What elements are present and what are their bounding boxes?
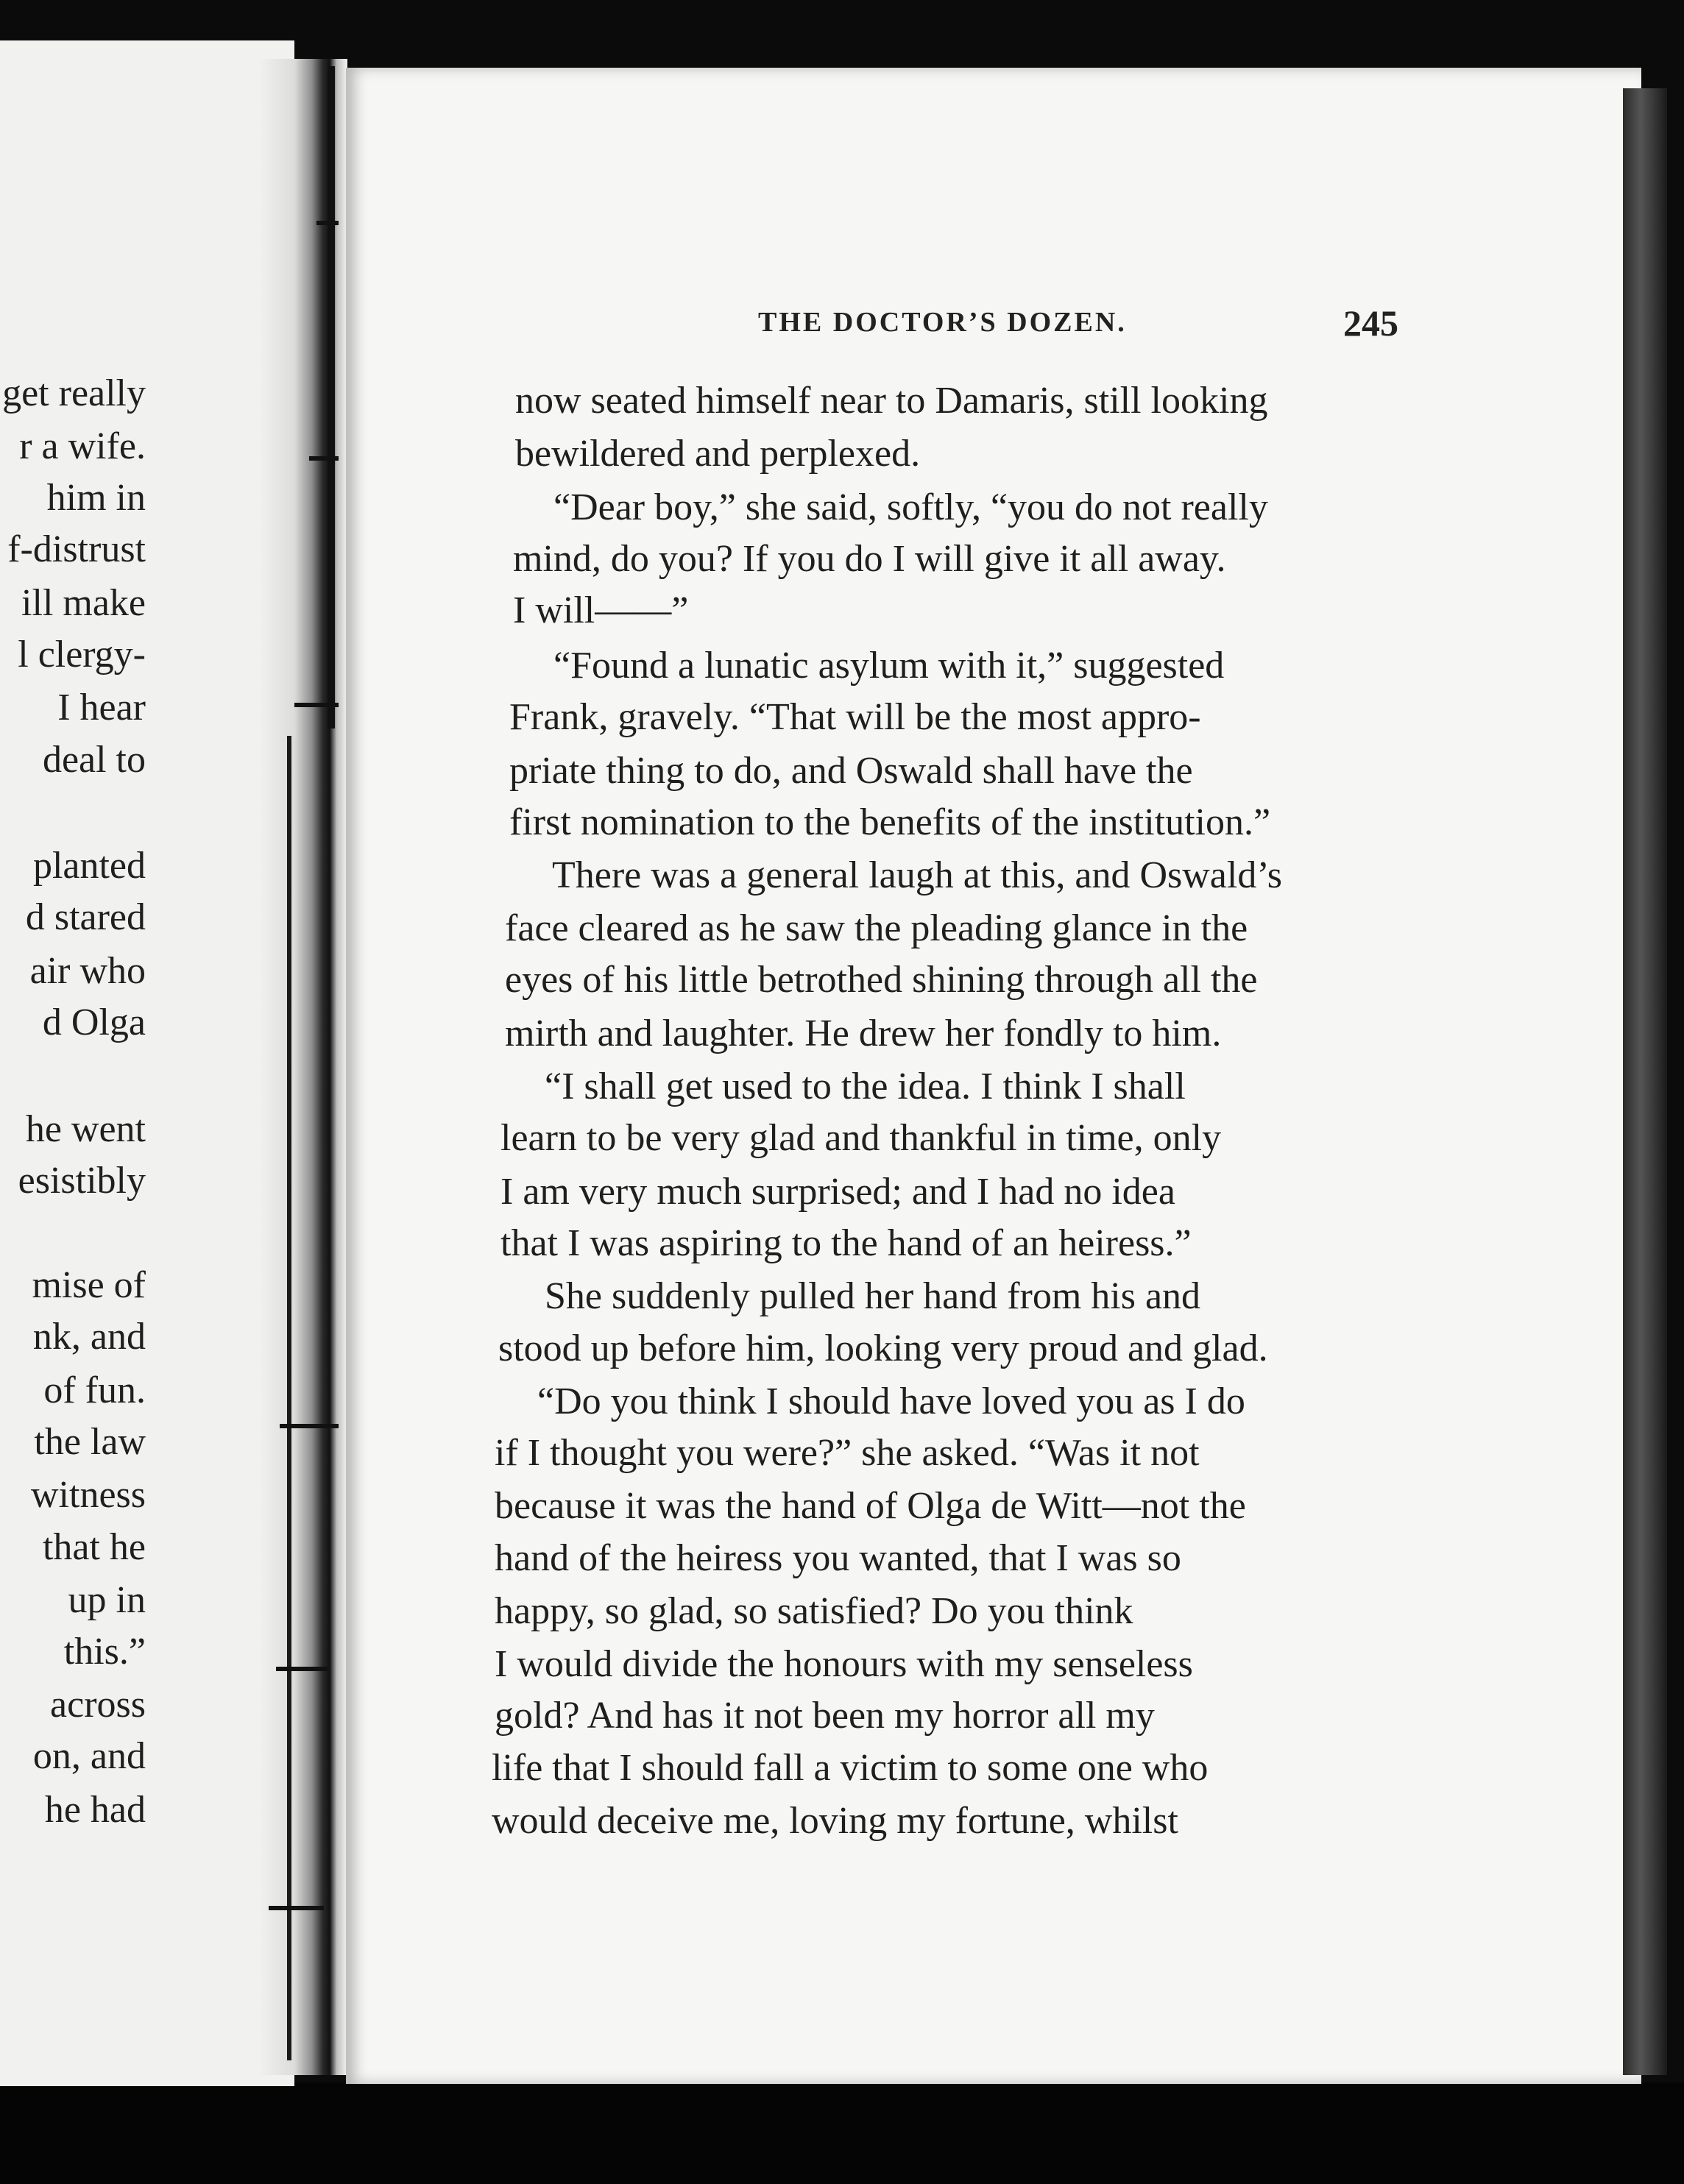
text-line: Frank, gravely. “That will be the most appro- [509,696,1201,738]
left-line: get really [2,372,146,414]
binding-stitch [316,221,339,225]
left-line: d Olga [42,1001,146,1043]
text-line: eyes of his little betrothed shining through all the [505,959,1258,1001]
page-edge [1623,88,1667,2075]
text-line: mind, do you? If you do I will give it all away. [513,538,1226,580]
text-line: stood up before him, looking very proud and glad. [498,1327,1268,1369]
text-line: happy, so glad, so satisfied? Do you think [495,1590,1133,1632]
binding-stitch [309,456,339,461]
page-number: 245 [1343,302,1398,344]
left-line: d stared [25,896,146,938]
text-line: learn to be very glad and thankful in time, only [500,1117,1222,1159]
left-line: of fun. [43,1369,146,1411]
text-line: bewildered and perplexed. [515,433,921,475]
text-line: that I was aspiring to the hand of an heiress.” [500,1222,1192,1264]
text-line: would deceive me, loving my fortune, whilst [492,1800,1178,1842]
binding-stitch [280,1424,339,1428]
left-line: on, and [32,1735,146,1777]
text-line: I am very much surprised; and I had no idea [500,1171,1175,1213]
left-line: ill make [21,582,146,624]
binding-thread [328,66,335,728]
left-line: nk, and [32,1316,146,1358]
text-line: if I thought you were?” she asked. “Was it not [495,1432,1200,1474]
text-line: “Found a lunatic asylum with it,” suggested [553,645,1225,687]
binding-stitch [269,1906,324,1910]
text-line: hand of the heiress you wanted, that I was so [495,1537,1181,1579]
left-line: l clergy- [18,634,146,676]
left-line: deal to [42,739,146,781]
left-line: air who [29,950,146,992]
text-line: There was a general laugh at this, and Oswald’s [552,854,1283,896]
page-header [758,302,1398,346]
text-line: “Do you think I should have loved you as I do [537,1380,1245,1422]
left-page [0,40,294,2086]
left-line: him in [46,477,146,519]
text-line: mirth and laughter. He drew her fondly to him. [505,1013,1222,1054]
scan-background [0,2082,1684,2184]
left-line: he went [25,1108,146,1150]
text-line: first nomination to the benefits of the institution.” [509,801,1271,843]
binding-stitch [294,703,339,707]
text-line: She suddenly pulled her hand from his and [545,1275,1201,1317]
left-line: across [50,1684,146,1726]
left-line: planted [32,845,146,887]
left-line: this.” [63,1631,146,1673]
left-line: he had [44,1789,146,1831]
left-line: that he [42,1526,146,1568]
left-line: witness [31,1474,146,1516]
left-line: r a wife. [19,425,146,467]
text-line: because it was the hand of Olga de Witt—not the [495,1485,1246,1527]
binding-stitch [276,1667,328,1671]
text-line: “I shall get used to the idea. I think I shall [545,1066,1186,1107]
text-line: life that I should fall a victim to some one who [492,1747,1209,1789]
binding-thread-lower [287,736,291,2060]
text-line: priate thing to do, and Oswald shall have the [509,750,1193,792]
left-line: I hear [57,687,146,728]
left-line: f-distrust [7,528,146,570]
left-line: esistibly [18,1160,146,1202]
text-line: now seated himself near to Damaris, still looking [515,380,1268,422]
text-line: gold? And has it not been my horror all my [495,1695,1155,1737]
left-line: mise of [32,1264,146,1306]
left-line: the law [34,1421,146,1463]
text-line: “Dear boy,” she said, softly, “you do not really [553,486,1268,528]
running-title: THE DOCTOR’S DOZEN. [758,307,1127,338]
left-line: up in [68,1579,146,1621]
text-line: I would divide the honours with my senseless [495,1643,1193,1685]
text-line: face cleared as he saw the pleading glance in the [505,907,1248,949]
text-line: I will——” [513,589,689,631]
